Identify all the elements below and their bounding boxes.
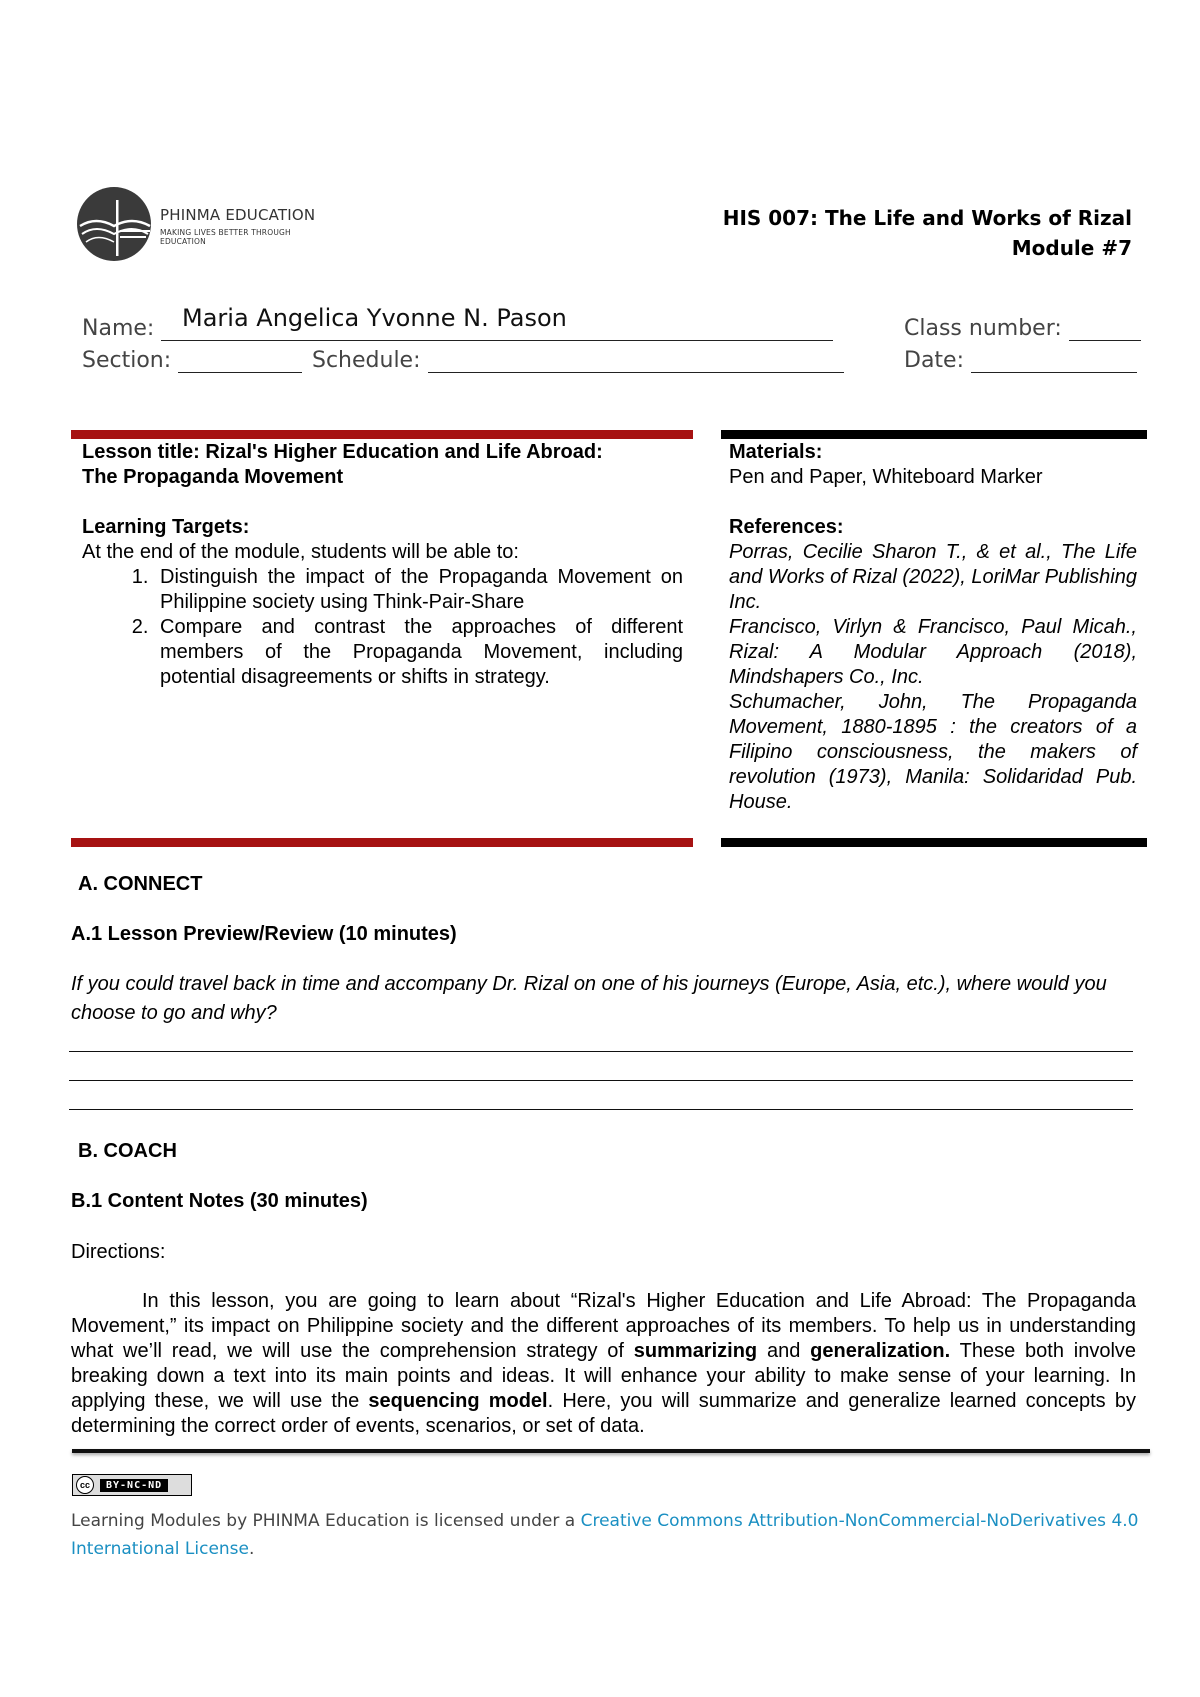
answer-line[interactable] (69, 1109, 1133, 1110)
date-underline (971, 350, 1137, 373)
answer-line[interactable] (69, 1080, 1133, 1081)
section-label: Section: (82, 348, 172, 373)
learning-targets-list (82, 565, 683, 690)
reference-item: Schumacher, John, The Propaganda Movement, 1880-1895 : the creators of a Filipino consciousness, the makers of revolution (1973), Manila: Solidaridad Pub. House. (729, 691, 1137, 813)
materials-heading: Materials: (729, 441, 823, 463)
connect-heading: A. CONNECT (78, 873, 203, 895)
learning-target-item: 1. Distinguish the impact of the Propaganda Movement on Philippine society using Think-Pair-Share (154, 565, 683, 615)
course-heading (723, 203, 1132, 263)
lesson-title-line2: The Propaganda Movement (82, 466, 344, 488)
content-notes-heading: B.1 Content Notes (30 minutes) (71, 1190, 368, 1212)
directions-text: In this lesson, you are going to learn about “Rizal's Higher Education and Life Abroad: The Propaganda Movement,” its impact on Philippine society and the different approaches of its members. To help us in understanding what we’ll read, we will use the comprehension strategy of (71, 1290, 1136, 1362)
coach-heading: B. COACH (78, 1140, 177, 1162)
generalization-term: generalization. (810, 1340, 951, 1362)
summarizing-term: summarizing (633, 1340, 758, 1362)
cc-icon: cc (76, 1476, 94, 1494)
materials-bottom-bar (721, 838, 1147, 847)
logo-tagline: MAKING LIVES BETTER THROUGH EDUCATION (160, 228, 291, 246)
date-label: Date: (904, 348, 964, 373)
directions-label: Directions: (71, 1241, 166, 1263)
class-number-field[interactable] (904, 316, 1141, 341)
name-label: Name: (82, 316, 155, 341)
lesson-top-bar (71, 430, 693, 439)
license-text: Learning Modules by PHINMA Education is licensed under a (71, 1511, 581, 1531)
date-field[interactable] (904, 348, 1137, 373)
section-field[interactable] (82, 348, 302, 373)
materials-top-bar (721, 430, 1147, 439)
name-value[interactable]: Maria Angelica Yvonne N. Pason (182, 304, 567, 332)
footer-rule (72, 1449, 1150, 1453)
materials-text: Pen and Paper, Whiteboard Marker (729, 466, 1043, 488)
license-notice (71, 1507, 1151, 1563)
learning-targets-intro: At the end of the module, students will be able to: (82, 541, 519, 563)
reference-item: Francisco, Virlyn & Francisco, Paul Micah., Rizal: A Modular Approach (2018), Mindshapers Co., Inc. (729, 616, 1137, 688)
lesson-title-line1: Lesson title: Rizal's Higher Education and Life Abroad: (82, 441, 603, 463)
materials-column (729, 440, 1137, 815)
schedule-label: Schedule: (312, 348, 421, 373)
answer-line[interactable] (69, 1051, 1133, 1052)
phinma-logo (76, 186, 336, 266)
logo-name: PHINMA EDUCATION (160, 206, 316, 224)
directions-text: and (757, 1340, 811, 1362)
cc-badge-text: BY-NC-ND (100, 1479, 168, 1492)
module-number: Module #7 (1011, 236, 1132, 260)
connect-prompt: If you could travel back in time and accompany Dr. Rizal on one of his journeys (Europe, Asia, etc.), where would you choose to go and why? (71, 973, 1107, 1024)
lesson-bottom-bar (71, 838, 693, 847)
section-underline (178, 350, 302, 373)
cc-license-badge[interactable] (72, 1474, 192, 1496)
class-number-underline (1069, 318, 1141, 341)
directions-text: These both involve breaking down a text into its main points and ideas. It will enhance your ability to make sense of your learning. In applying these, we will use the (71, 1340, 1137, 1412)
schedule-underline (428, 350, 844, 373)
references-heading: References: (729, 516, 844, 538)
license-link[interactable]: Creative Commons Attribution-NonCommercial-NoDerivatives 4.0 International License (71, 1511, 1139, 1559)
sequencing-model-term: sequencing model (368, 1390, 548, 1412)
license-end: . (249, 1539, 255, 1559)
lesson-column (82, 440, 683, 690)
course-title: HIS 007: The Life and Works of Rizal (722, 206, 1132, 230)
phinma-emblem-icon (76, 186, 154, 264)
learning-target-item: 2. Compare and contrast the approaches of different members of the Propaganda Movement, including potential disagreements or shifts in strategy. (154, 615, 683, 690)
reference-item: Porras, Cecilie Sharon T., & et al., The Life and Works of Rizal (2022), LoriMar Publishing Inc. (729, 541, 1137, 613)
learning-targets-heading: Learning Targets: (82, 516, 250, 538)
directions-text: . Here, you will summarize and generalize learned concepts by determining the correct order of events, scenarios, or set of data. (71, 1390, 1136, 1437)
schedule-field[interactable] (312, 348, 844, 373)
directions-paragraph (71, 1289, 1136, 1439)
lesson-preview-heading: A.1 Lesson Preview/Review (10 minutes) (71, 923, 457, 945)
class-number-label: Class number: (904, 316, 1062, 341)
